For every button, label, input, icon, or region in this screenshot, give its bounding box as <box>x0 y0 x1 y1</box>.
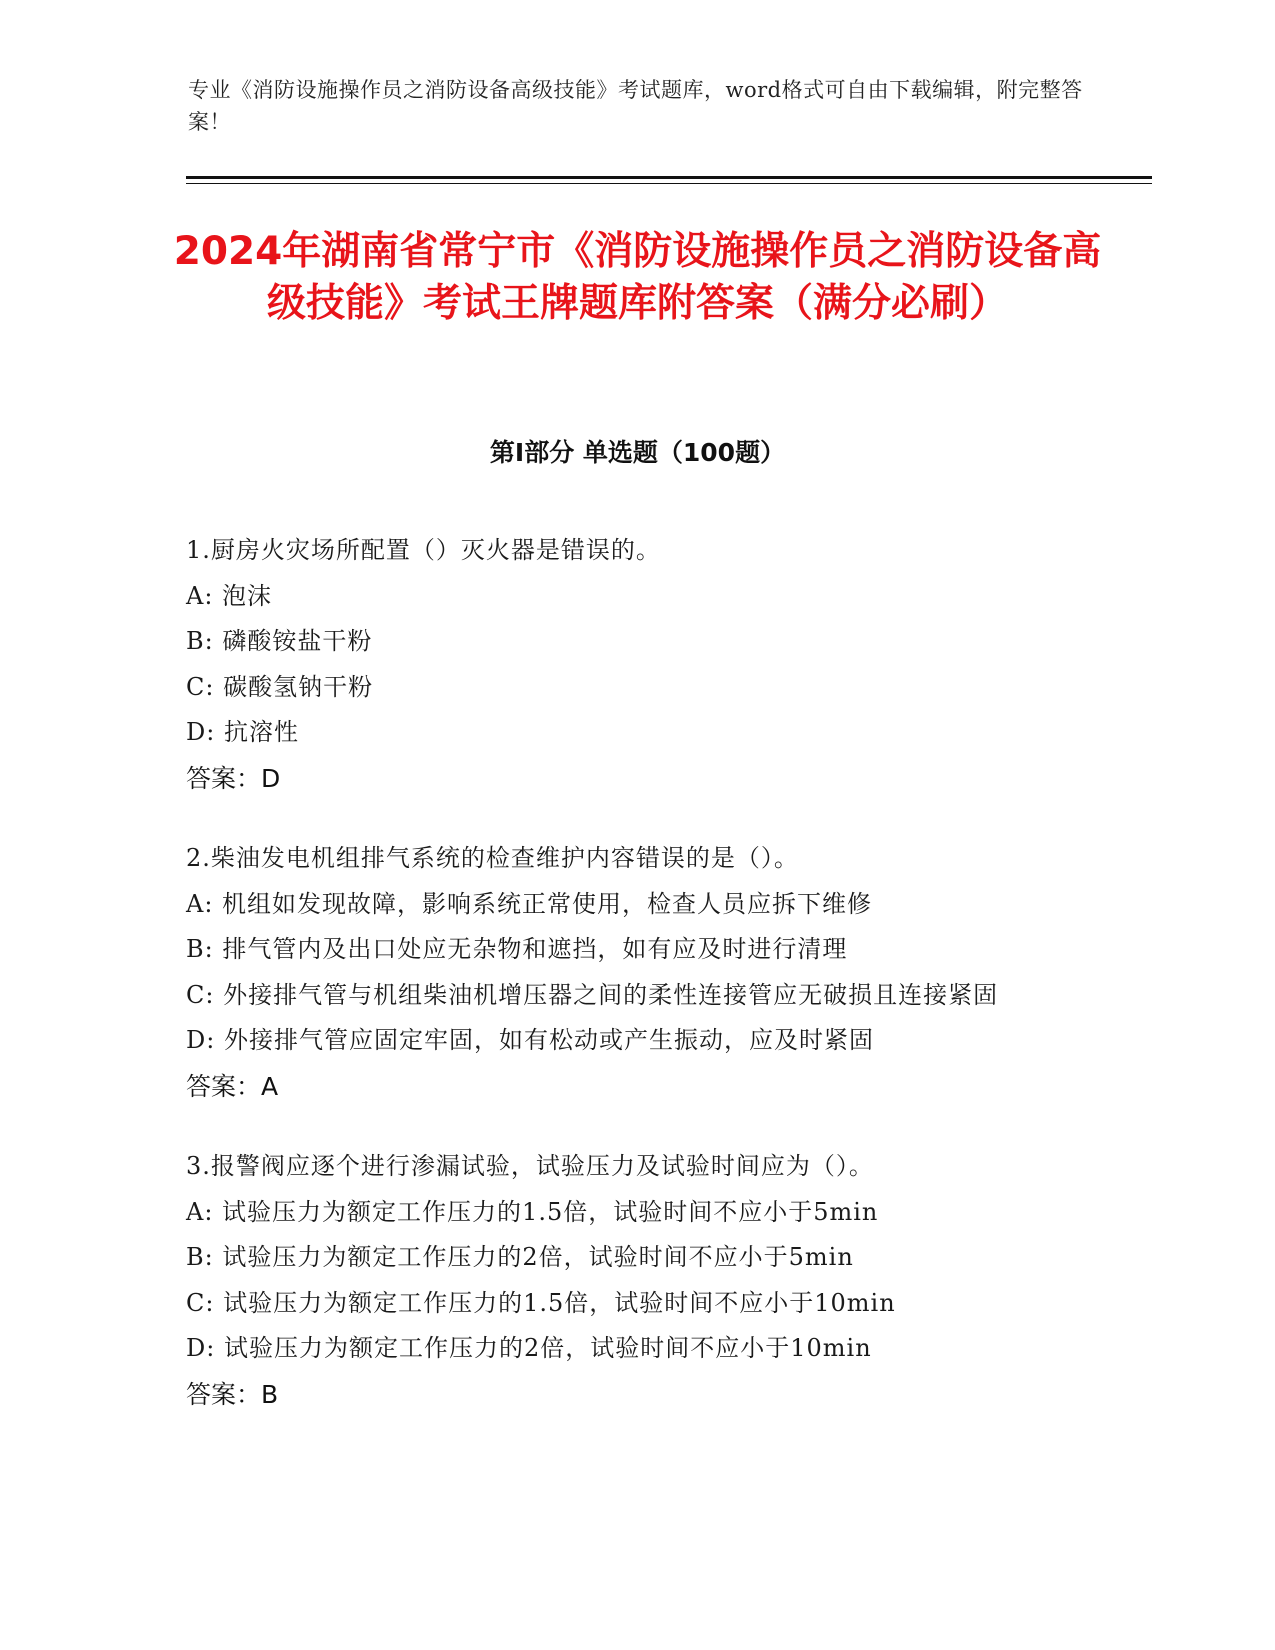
header-divider-thin <box>186 183 1152 184</box>
option-d: D: 外接排气管应固定牢固，如有松动或产生振动，应及时紧固 <box>186 1026 874 1054</box>
option-a: A: 泡沫 <box>186 581 273 610</box>
option-c: C: 碳酸氢钠干粉 <box>186 672 374 701</box>
header-divider-thick <box>186 176 1152 179</box>
answer: 答案：D <box>186 763 281 793</box>
question-3 <box>186 1144 1086 1417</box>
option-d: D: 抗溶性 <box>186 718 299 746</box>
question-stem: 1.厨房火灾场所配置（）灭火器是错误的。 <box>186 536 661 564</box>
document-title: 2024年湖南省常宁市《消防设施操作员之消防设备高级技能》考试王牌题库附答案（满分必刷） <box>173 229 1102 326</box>
answer: 答案：B <box>186 1379 279 1409</box>
header-note: 专业《消防设施操作员之消防设备高级技能》考试题库，word格式可自由下载编辑，附完整答案！ <box>188 78 1083 134</box>
option-b: B: 磷酸铵盐干粉 <box>186 627 373 655</box>
question-list <box>186 528 1086 1452</box>
option-d: D: 试验压力为额定工作压力的2倍，试验时间不应小于10min <box>186 1334 872 1362</box>
option-a: A: 机组如发现故障，影响系统正常使用，检查人员应拆下维修 <box>186 889 873 918</box>
question-2 <box>186 836 1086 1109</box>
section-title: 第I部分 单选题（100题） <box>489 438 786 467</box>
question-1 <box>186 528 1086 801</box>
option-c: C: 外接排气管与机组柴油机增压器之间的柔性连接管应无破损且连接紧固 <box>186 980 999 1009</box>
option-c: C: 试验压力为额定工作压力的1.5倍，试验时间不应小于10min <box>186 1288 896 1317</box>
option-b: B: 排气管内及出口处应无杂物和遮挡，如有应及时进行清理 <box>186 935 848 963</box>
question-stem: 3.报警阀应逐个进行渗漏试验，试验压力及试验时间应为（）。 <box>186 1152 874 1180</box>
option-b: B: 试验压力为额定工作压力的2倍，试验时间不应小于5min <box>186 1243 854 1271</box>
question-stem: 2.柴油发电机组排气系统的检查维护内容错误的是（）。 <box>186 844 799 872</box>
answer: 答案：A <box>186 1071 279 1101</box>
option-a: A: 试验压力为额定工作压力的1.5倍，试验时间不应小于5min <box>186 1197 879 1226</box>
